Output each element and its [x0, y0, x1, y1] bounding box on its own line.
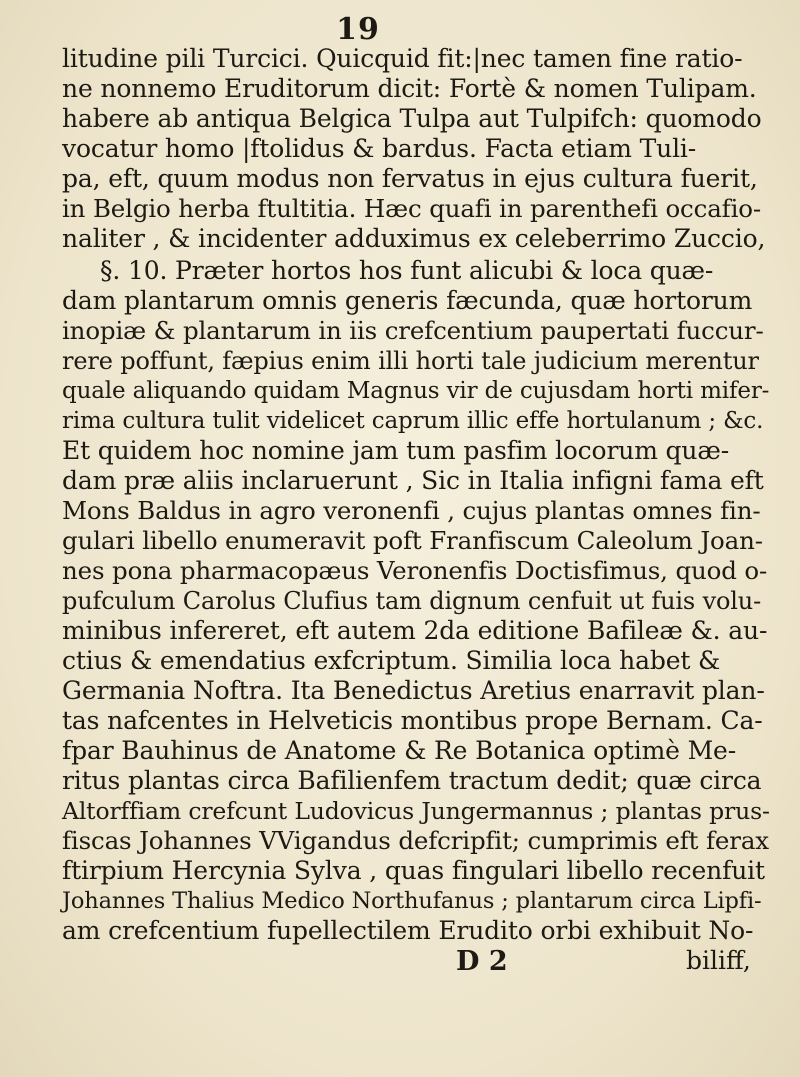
text-line: tas nafcentes in Helveticis montibus prope Bernam. Ca- — [62, 706, 763, 735]
text-line: nes pona pharmacopæus Veronenfis Doctisfimus, quod o- — [62, 556, 768, 585]
text-line: litudine pili Turcici. Quicquid fit:|nec tamen fine ratio- — [62, 44, 743, 73]
text-line: rere poffunt, fæpius enim illi horti tale judicium merentur — [62, 347, 759, 375]
text-line: gulari libello enumeravit poft Franfiscum Caleolum Joan- — [62, 526, 763, 555]
text-line: minibus infereret, eft autem 2da editione Bafileæ &. au- — [62, 616, 768, 645]
text-line: naliter , & incidenter adduximus ex celeberrimo Zuccio, — [62, 224, 766, 253]
text-line: Mons Baldus in agro veronenfi , cujus plantas omnes fin- — [62, 496, 761, 525]
text-line: Altorffiam crefcunt Ludovicus Jungermannus ; plantas prus- — [62, 797, 770, 825]
text-line: dam præ aliis inclaruerunt , Sic in Italia infigni fama eft — [62, 466, 764, 495]
text-line: fiscas Johannes VVigandus defcripfit; cumprimis eft ferax — [62, 826, 769, 855]
text-line: am crefcentium fupellectilem Erudito orbi exhibuit No- — [62, 916, 754, 945]
text-line: fpar Bauhinus de Anatome & Re Botanica optimè Me- — [62, 736, 736, 765]
text-line: §. 10. Præter hortos hos funt alicubi & loca quæ- — [100, 256, 714, 285]
text-line: pa, eft, quum modus non fervatus in ejus cultura fuerit, — [62, 164, 758, 193]
text-line: habere ab antiqua Belgica Tulpa aut Tulpifch: quomodo — [62, 104, 762, 133]
page-number: 19 — [336, 12, 380, 47]
text-line: ctius & emendatius exfcriptum. Similia loca habet & — [62, 646, 721, 675]
text-line: ne nonnemo Eruditorum dicit: Fortè & nomen Tulipam. — [62, 74, 757, 103]
text-line: Johannes Thalius Medico Northufanus ; plantarum circa Lipfi- — [62, 888, 762, 914]
text-line: in Belgio herba ftultitia. Hæc quafi in parenthefi occafio- — [62, 194, 761, 223]
text-line: inopiæ & plantarum in iis crefcentium paupertati fuccur- — [62, 316, 764, 345]
text-line: vocatur homo |ftolidus & bardus. Facta etiam Tuli- — [62, 134, 697, 163]
catchword: biliff, — [686, 946, 751, 975]
text-line: pufculum Carolus Clufius tam dignum cenfuit ut fuis volu- — [62, 587, 762, 615]
text-line: ritus plantas circa Bafilienfem tractum dedit; quæ circa — [62, 766, 762, 795]
text-line: dam plantarum omnis generis fæcunda, quæ hortorum — [62, 286, 753, 315]
signature-mark: D 2 — [456, 946, 508, 977]
text-line: rima cultura tulit videlicet caprum illic effe hortulanum ; &c. — [62, 408, 764, 434]
text-line: quale aliquando quidam Magnus vir de cujusdam horti mifer- — [62, 378, 770, 404]
text-line: ftirpium Hercynia Sylva , quas fingulari libello recenfuit — [62, 856, 765, 885]
text-line: Germania Noftra. Ita Benedictus Aretius enarravit plan- — [62, 676, 765, 705]
text-line: Et quidem hoc nomine jam tum pasfim locorum quæ- — [62, 436, 729, 465]
